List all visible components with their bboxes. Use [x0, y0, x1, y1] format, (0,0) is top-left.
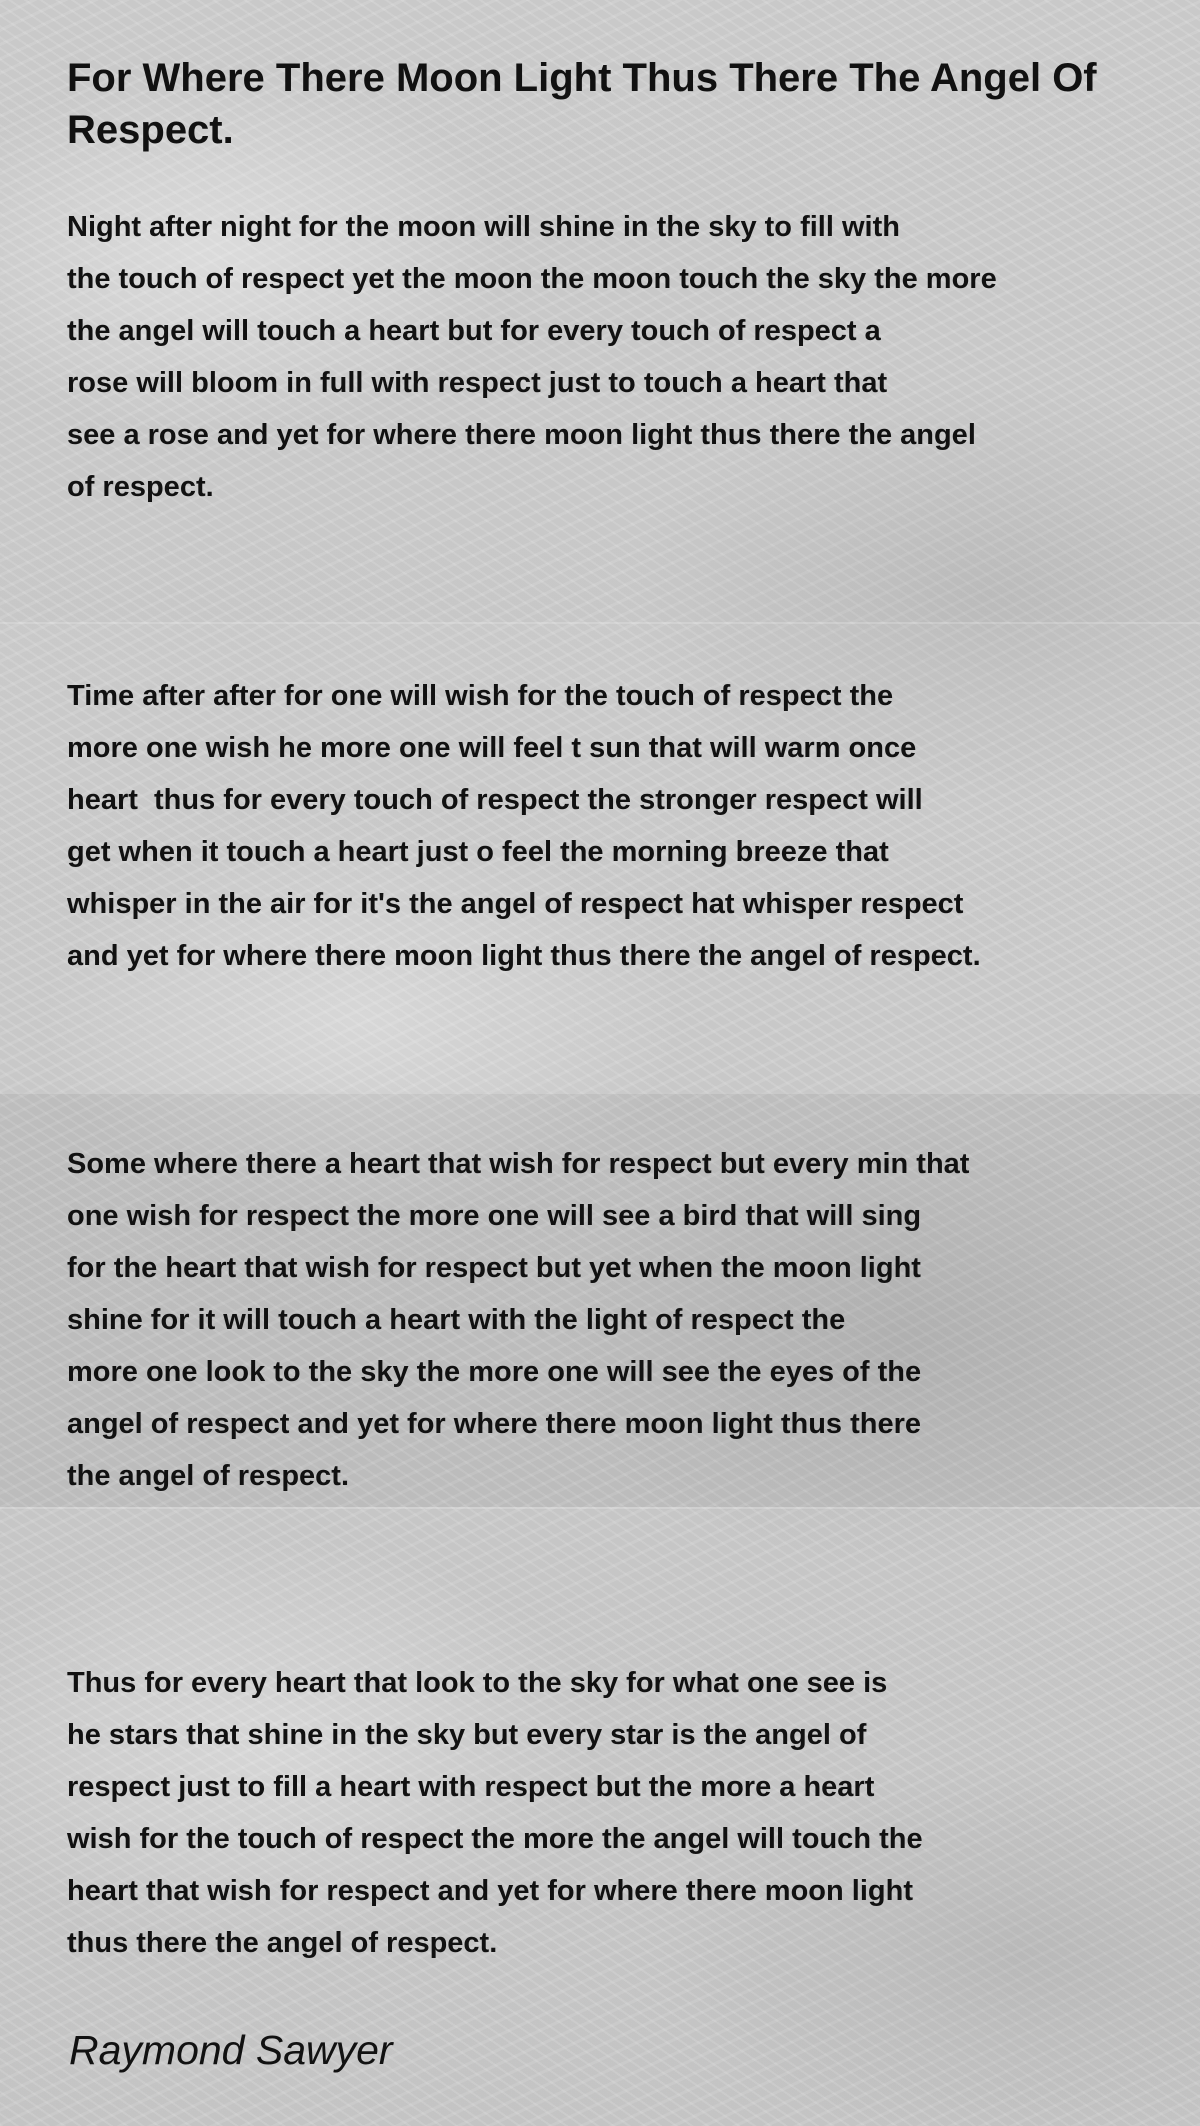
poem-line: whisper in the air for it's the angel of respect hat whisper respect	[67, 888, 964, 920]
poem-line: respect just to fill a heart with respect but the more a heart	[67, 1771, 875, 1803]
section-divider	[0, 622, 1200, 624]
poem-line: Some where there a heart that wish for respect but every min that	[67, 1148, 970, 1180]
poem-line: heart that wish for respect and yet for where there moon light	[67, 1875, 913, 1907]
poem-line: the angel will touch a heart but for every touch of respect a	[67, 315, 881, 347]
stanza	[67, 670, 1167, 982]
poem-line: more one wish he more one will feel t sun that will warm once	[67, 732, 917, 764]
poem-line: more one look to the sky the more one will see the eyes of the	[67, 1356, 922, 1388]
poem-line: for the heart that wish for respect but yet when the moon light	[67, 1252, 921, 1284]
poem-title: For Where There Moon Light Thus There The Angel Of Respect.	[67, 56, 1097, 152]
poem-line: of respect.	[67, 471, 214, 503]
poem-line: he stars that shine in the sky but every star is the angel of	[67, 1719, 867, 1751]
poem-line: Time after after for one will wish for the touch of respect the	[67, 680, 894, 712]
poem-line: one wish for respect the more one will see a bird that will sing	[67, 1200, 922, 1232]
poem-line: shine for it will touch a heart with the light of respect the	[67, 1304, 846, 1336]
stanza	[67, 1138, 1167, 1502]
section-divider	[0, 1507, 1200, 1509]
poem-line: thus there the angel of respect.	[67, 1927, 498, 1959]
poem-line: wish for the touch of respect the more the angel will touch the	[67, 1823, 923, 1855]
poem-line: and yet for where there moon light thus there the angel of respect.	[67, 940, 981, 972]
poem-line: the angel of respect.	[67, 1460, 350, 1492]
poem-line: Night after night for the moon will shine in the sky to fill with	[67, 211, 900, 243]
poem-line: the touch of respect yet the moon the moon touch the sky the more	[67, 263, 997, 295]
poem-line: angel of respect and yet for where there moon light thus there	[67, 1408, 922, 1440]
stanza	[67, 201, 1167, 513]
section-divider	[0, 1092, 1200, 1094]
poem-line: see a rose and yet for where there moon light thus there the angel	[67, 419, 976, 451]
poem-line: rose will bloom in full with respect just to touch a heart that	[67, 367, 888, 399]
poem-line: heart thus for every touch of respect the stronger respect will	[67, 784, 923, 816]
stanza	[67, 1657, 1167, 1969]
poem-line: get when it touch a heart just o feel the morning breeze that	[67, 836, 889, 868]
poem-line: Thus for every heart that look to the sky for what one see is	[67, 1667, 888, 1699]
poem-author: Raymond Sawyer	[69, 2027, 393, 2073]
